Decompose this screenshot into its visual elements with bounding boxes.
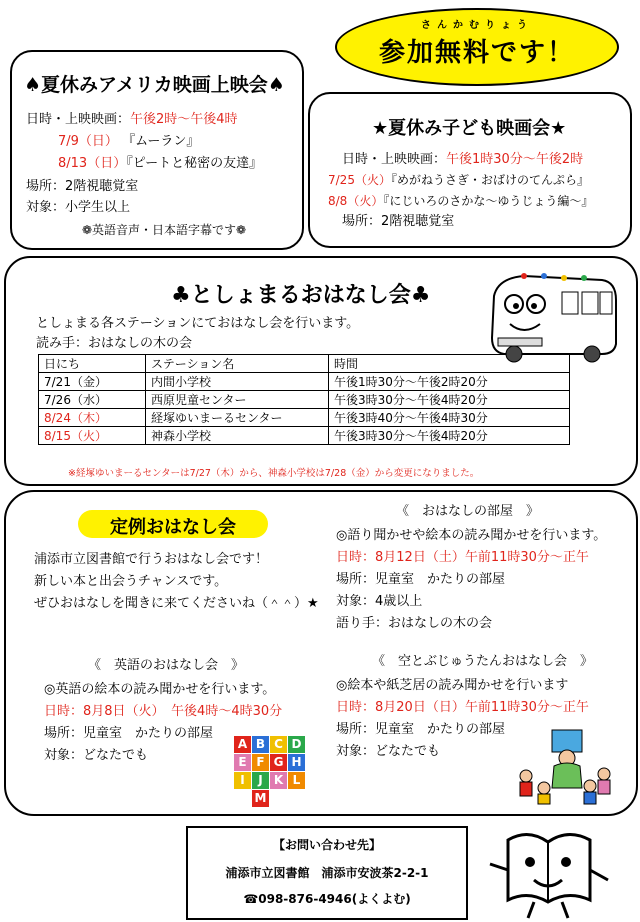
table-row (39, 373, 570, 391)
banner-ruby: さんかむりょう (421, 20, 533, 31)
am-label-3: 8/13（日） (58, 156, 127, 171)
row-date: 7/21（金） (39, 373, 146, 391)
kids-movie-box (308, 92, 632, 248)
book-mascot-illustration (478, 820, 618, 920)
contact-phone: ☎098-876-4946(よくよむ) (243, 892, 411, 906)
table-row (39, 427, 570, 445)
kids-movie-title: ★夏休み子ども映画会★ (372, 118, 567, 139)
am-value-5: 小学生以上 (65, 200, 131, 215)
am-line-2 (58, 134, 199, 150)
am-line-1 (26, 112, 238, 128)
alphabet-block: G (270, 754, 287, 771)
alphabet-block: L (288, 772, 305, 789)
toshomaru-intro: としょまる各ステーションにておはなし会を行います。 (36, 316, 360, 331)
english-title: 《 英語のおはなし会 》 (88, 658, 245, 673)
km-value-2: 『めがねうさぎ・おばけのてんぷら』 (390, 173, 589, 187)
american-movie-box (10, 50, 304, 250)
sora-title: 《 空とぶじゅうたんおはなし会 》 (372, 654, 594, 669)
alphabet-block: A (234, 736, 251, 753)
km-value-4: 2階視聴覚室 (381, 214, 455, 229)
km-line-1 (342, 152, 583, 168)
km-value-1: 午後1時30分〜午後2時 (446, 152, 584, 167)
ohanashi-room-reader: 語り手：おはなしの木の会 (336, 616, 493, 631)
km-line-4 (342, 214, 454, 230)
regular-line-3: ぜひおはなしを聞きに来てくださいね（＾＾）★ (34, 596, 319, 611)
ohanashi-room-datetime: 日時：8月12日（土）午前11時30分〜正午 (336, 550, 589, 565)
col-time: 時間 (329, 355, 570, 373)
alphabet-block: M (252, 790, 269, 807)
am-line-5 (26, 200, 130, 216)
contact-title: 【お問い合わせ先】 (272, 838, 381, 852)
regular-title-badge (78, 510, 268, 538)
am-line-4 (26, 179, 138, 195)
free-banner (335, 8, 619, 86)
sora-target: 対象：どなたでも (336, 744, 441, 759)
banner-text: 参加無料です！ (378, 38, 575, 68)
station-table (38, 354, 570, 445)
km-line-2 (328, 172, 589, 188)
alphabet-block: I (234, 772, 251, 789)
am-note: ❁英語音声・日本語字幕です❁ (82, 223, 247, 237)
toshomaru-notice: ※経塚ゆいまーるセンターは7/27（木）から、神森小学校は7/28（金）から変更になりました。 (68, 468, 480, 479)
row-date: 7/26（水） (39, 391, 146, 409)
regular-line-2: 新しい本と出会うチャンスです。 (34, 574, 228, 589)
alphabet-block: K (270, 772, 287, 789)
bus-mascot-illustration (484, 266, 624, 366)
am-line-3 (58, 156, 262, 172)
km-label-3: 8/8（火） (328, 194, 384, 208)
am-value-2: 『ムーラン』 (122, 134, 200, 149)
col-date: 日にち (39, 355, 146, 373)
row-station: 経塚ゆいまーるセンター (146, 409, 329, 427)
contact-address: 浦添市立図書館 浦添市安波茶2-2-1 (225, 866, 429, 880)
sora-datetime: 日時：8月20日（日）午前11時30分〜正午 (336, 700, 589, 715)
english-target: 対象：どなたでも (44, 748, 149, 763)
english-desc: ◎英語の絵本の読み聞かせを行います。 (44, 682, 276, 697)
row-time: 午後3時40分〜午後4時30分 (329, 409, 570, 427)
sora-desc: ◎絵本や紙芝居の読み聞かせを行います (336, 678, 569, 693)
contact-box (186, 826, 468, 920)
english-place: 場所：児童室 かたりの部屋 (44, 726, 214, 741)
regular-title: 定例おはなし会 (110, 517, 236, 538)
row-time: 午後3時30分〜午後4時20分 (329, 391, 570, 409)
alphabet-blocks-illustration (234, 736, 306, 808)
american-movie-title: ♠夏休みアメリカ映画上映会♠ (24, 74, 285, 96)
row-time: 午後1時30分〜午後2時20分 (329, 373, 570, 391)
am-value-1: 午後2時〜午後4時 (130, 112, 238, 127)
ohanashi-room-place: 場所：児童室 かたりの部屋 (336, 572, 506, 587)
toshomaru-reader: 読み手：おはなしの木の会 (36, 336, 193, 351)
row-time: 午後3時30分〜午後4時20分 (329, 427, 570, 445)
km-label-2: 7/25（火） (328, 173, 391, 187)
toshomaru-box (4, 256, 638, 486)
km-value-3: 『にじいろのさかな〜ゆうじょう編〜』 (383, 194, 594, 208)
am-label-1: 日時・上映映画： (26, 112, 131, 127)
alphabet-block: F (252, 754, 269, 771)
alphabet-block: E (234, 754, 251, 771)
am-value-4: 2階視聴覚室 (65, 179, 139, 194)
alphabet-block: B (252, 736, 269, 753)
table-row (39, 391, 570, 409)
table-row (39, 409, 570, 427)
storytelling-children-illustration (512, 726, 612, 806)
alphabet-block: H (288, 754, 305, 771)
alphabet-block: C (270, 736, 287, 753)
ohanashi-room-target: 対象：4歳以上 (336, 594, 423, 609)
am-label-4: 場所： (26, 179, 66, 194)
ohanashi-room-desc: ◎語り聞かせや絵本の読み聞かせを行います。 (336, 528, 607, 543)
col-station: ステーション名 (146, 355, 329, 373)
am-label-5: 対象： (26, 200, 66, 215)
km-label-4: 場所： (342, 214, 382, 229)
row-date: 8/15（火） (39, 427, 146, 445)
regular-line-1: 浦添市立図書館で行うおはなし会です！ (34, 552, 269, 567)
km-label-1: 日時・上映映画： (342, 152, 447, 167)
sora-place: 場所：児童室 かたりの部屋 (336, 722, 506, 737)
row-station: 神森小学校 (146, 427, 329, 445)
ohanashi-room-title: 《 おはなしの部屋 》 (396, 504, 540, 519)
alphabet-block: J (252, 772, 269, 789)
km-line-3 (328, 193, 593, 209)
toshomaru-title: ♣としょまるおはなし会♣ (171, 283, 431, 308)
alphabet-block: D (288, 736, 305, 753)
am-label-2: 7/9（日） (58, 134, 118, 149)
row-station: 内間小学校 (146, 373, 329, 391)
regular-storytelling-box (4, 490, 638, 816)
row-date: 8/24（木） (39, 409, 146, 427)
row-station: 西原児童センター (146, 391, 329, 409)
am-value-3: 『ピートと秘密の友達』 (126, 156, 263, 171)
english-datetime: 日時：8月8日（火） 午後4時〜4時30分 (44, 704, 283, 719)
